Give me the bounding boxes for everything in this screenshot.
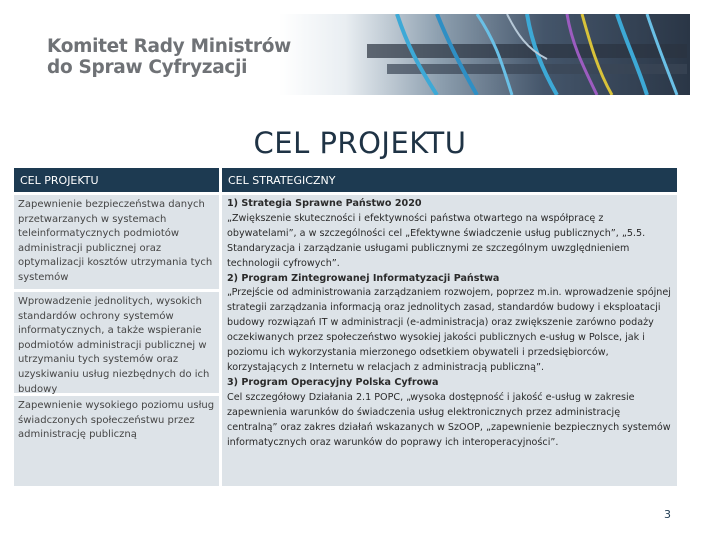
organization-logo-text: [47, 36, 291, 78]
strategy-text-2: „Przejście od administrowania zarządzaniem rozwojem, poprzez m.in. wprowadzenie spójnej strategii zarządzania informacją oraz jednolitych zasad, standardów budowy i eksploatacji budowy rozwiązań IT w administracji (e-administracja) oraz zwiększenie zarówno podaży oczekiwanych przez społeczeństwo wysokiej jakości publicznych e-usług w Polsce, jak i poziomu ich wykorzystania mierzonego odsetkiem obywateli i przedsiębiorców, korzystających z Internetu w relacjach z administracją publiczną”.: [227, 287, 671, 373]
strategy-text-3: Cel szczegółowy Działania 2.1 POPC, „wysoka dostępność i jakość e-usług w zakresie zapewnienia warunków do świadczenia usług elektronicznych przez administrację centralną” oraz zakres działań wskazanych w SzOOP, „zapewnienie bezpiecznych systemów informatycznych oraz warunków do poprawy ich interoperacyjności”.: [227, 391, 671, 448]
slide-title: CEL PROJEKTU: [253, 126, 467, 160]
project-goal-cell-3: Zapewnienie wysokiego poziomu usług świadczonych społeczeństwu przez administrację publiczną: [14, 396, 219, 486]
strategy-heading-3: 3) Program Operacyjny Polska Cyfrowa: [227, 376, 439, 388]
strategy-heading-2: 2) Program Zintegrowanej Informatyzacji Państwa: [227, 272, 500, 284]
network-cables-image: [327, 14, 690, 95]
col-header-project-goal: CEL PROJEKTU: [14, 168, 219, 192]
project-goal-cell-1: Zapewnienie bezpieczeństwa danych przetwarzanych w systemach teleinformatycznych podmiotów administracji publicznej oraz optymalizacji kosztów utrzymania tych systemów: [14, 195, 219, 289]
org-name-line-1: Komitet Rady Ministrów: [47, 36, 291, 57]
goals-table: [14, 168, 677, 486]
strategy-heading-1: 1) Strategia Sprawne Państwo 2020: [227, 198, 422, 209]
header-banner: [27, 14, 690, 95]
project-goal-cell-2: Wprowadzenie jednolitych, wysokich standardów ochrony systemów informatycznych, a także wspieranie podmiotów administracji publicznej w utrzymaniu tych systemów oraz uzyskiwaniu usług niezbędnych do ich budowy: [14, 292, 219, 393]
col-header-strategic-goal: CEL STRATEGICZNY: [222, 168, 677, 192]
page-number: 3: [664, 508, 671, 521]
strategic-goal-cell: [222, 195, 677, 486]
org-name-line-2: do Spraw Cyfryzacji: [47, 57, 248, 78]
strategy-text-1: „Zwiększenie skuteczności i efektywności państwa otwartego na współpracę z obywatelami”, a w szczególności cel „Efektywne świadczenie usług publicznych”, „5.5. Standaryzacja i zarządzanie usługami publicznymi ze szczególnym uwzględnieniem technologii cyfrowych”.: [227, 212, 646, 269]
